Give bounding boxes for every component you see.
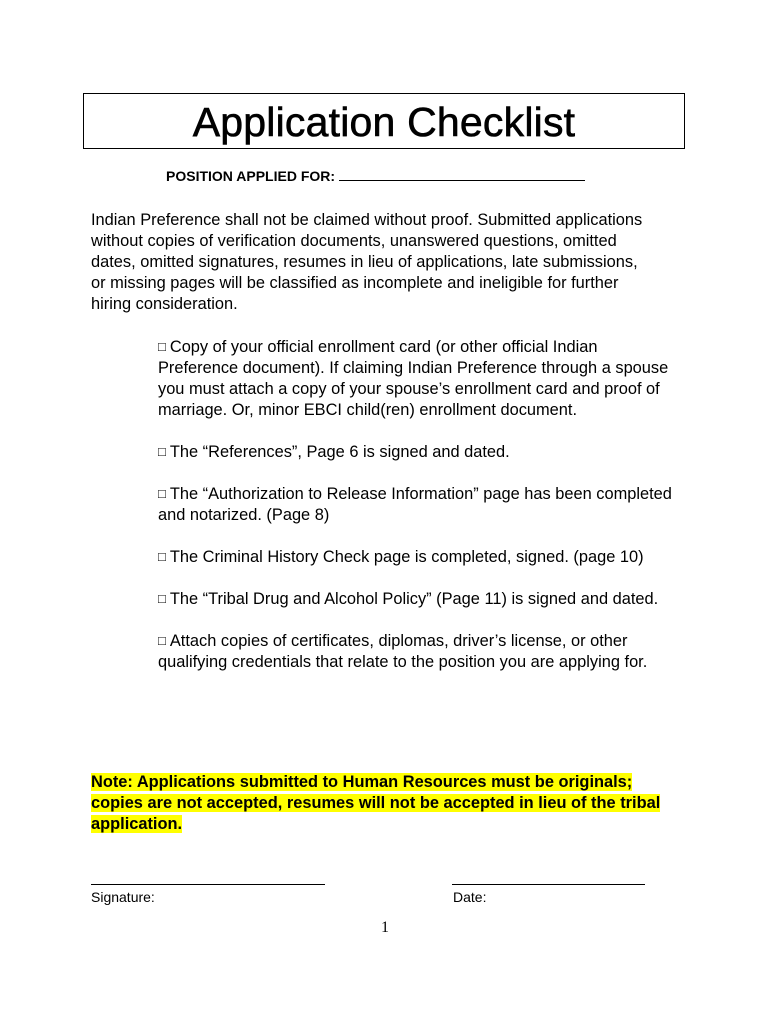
- checklist-item: [158, 441, 678, 463]
- title-box: [83, 93, 685, 149]
- checklist-item: [158, 336, 678, 421]
- checklist-item: [158, 588, 678, 610]
- checklist-item: [158, 483, 678, 526]
- checklist-item-text: The “Tribal Drug and Alcohol Policy” (Page 11) is signed and dated.: [169, 590, 659, 608]
- checkbox-icon: □: [158, 633, 166, 648]
- intro-paragraph: Indian Preference shall not be claimed without proof. Submitted applications without copies of verification documents, unanswered questions, omitted dates, omitted signatures, resumes in lieu of applications, late submissions, or missing pages will be classified as incomplete and ineligible for further hiring consideration.: [91, 211, 643, 313]
- checkbox-icon: □: [158, 486, 166, 501]
- checklist-item-text: The Criminal History Check page is completed, signed. (page 10): [169, 548, 644, 566]
- checklist: [158, 336, 678, 693]
- date-line: [452, 884, 645, 885]
- checkbox-icon: □: [158, 549, 166, 564]
- checklist-item-text: Attach copies of certificates, diplomas, driver’s license, or other qualifying credentials that relate to the position you are applying for.: [158, 632, 648, 671]
- checklist-item-text: The “Authorization to Release Information” page has been completed and notarized. (Page 8): [158, 485, 672, 524]
- date-label: Date:: [453, 889, 487, 905]
- note-paragraph: [91, 772, 681, 835]
- checklist-item: [158, 546, 678, 568]
- checkbox-icon: □: [158, 591, 166, 606]
- position-applied-for-row: [166, 168, 585, 184]
- signature-line: [91, 884, 325, 885]
- page-number: 1: [381, 919, 389, 936]
- checklist-item: [158, 630, 678, 673]
- checkbox-icon: □: [158, 444, 166, 459]
- page-title: Application Checklist: [192, 99, 576, 145]
- signature-label: Signature:: [91, 889, 155, 905]
- checklist-item-text: The “References”, Page 6 is signed and dated.: [169, 443, 510, 461]
- position-applied-for-blank: [339, 168, 585, 181]
- note-highlight: Note: Applications submitted to Human Resources must be originals; copies are not accepted, resumes will not be accepted in lieu of the tribal application.: [91, 773, 661, 833]
- checkbox-icon: □: [158, 339, 166, 354]
- checklist-item-text: Copy of your official enrollment card (or other official Indian Preference document). If claiming Indian Preference through a spouse you must attach a copy of your spouse’s enrollment card and proof of marriage. Or, minor EBCI child(ren) enrollment document.: [158, 338, 669, 419]
- position-applied-for-label: POSITION APPLIED FOR:: [166, 168, 336, 184]
